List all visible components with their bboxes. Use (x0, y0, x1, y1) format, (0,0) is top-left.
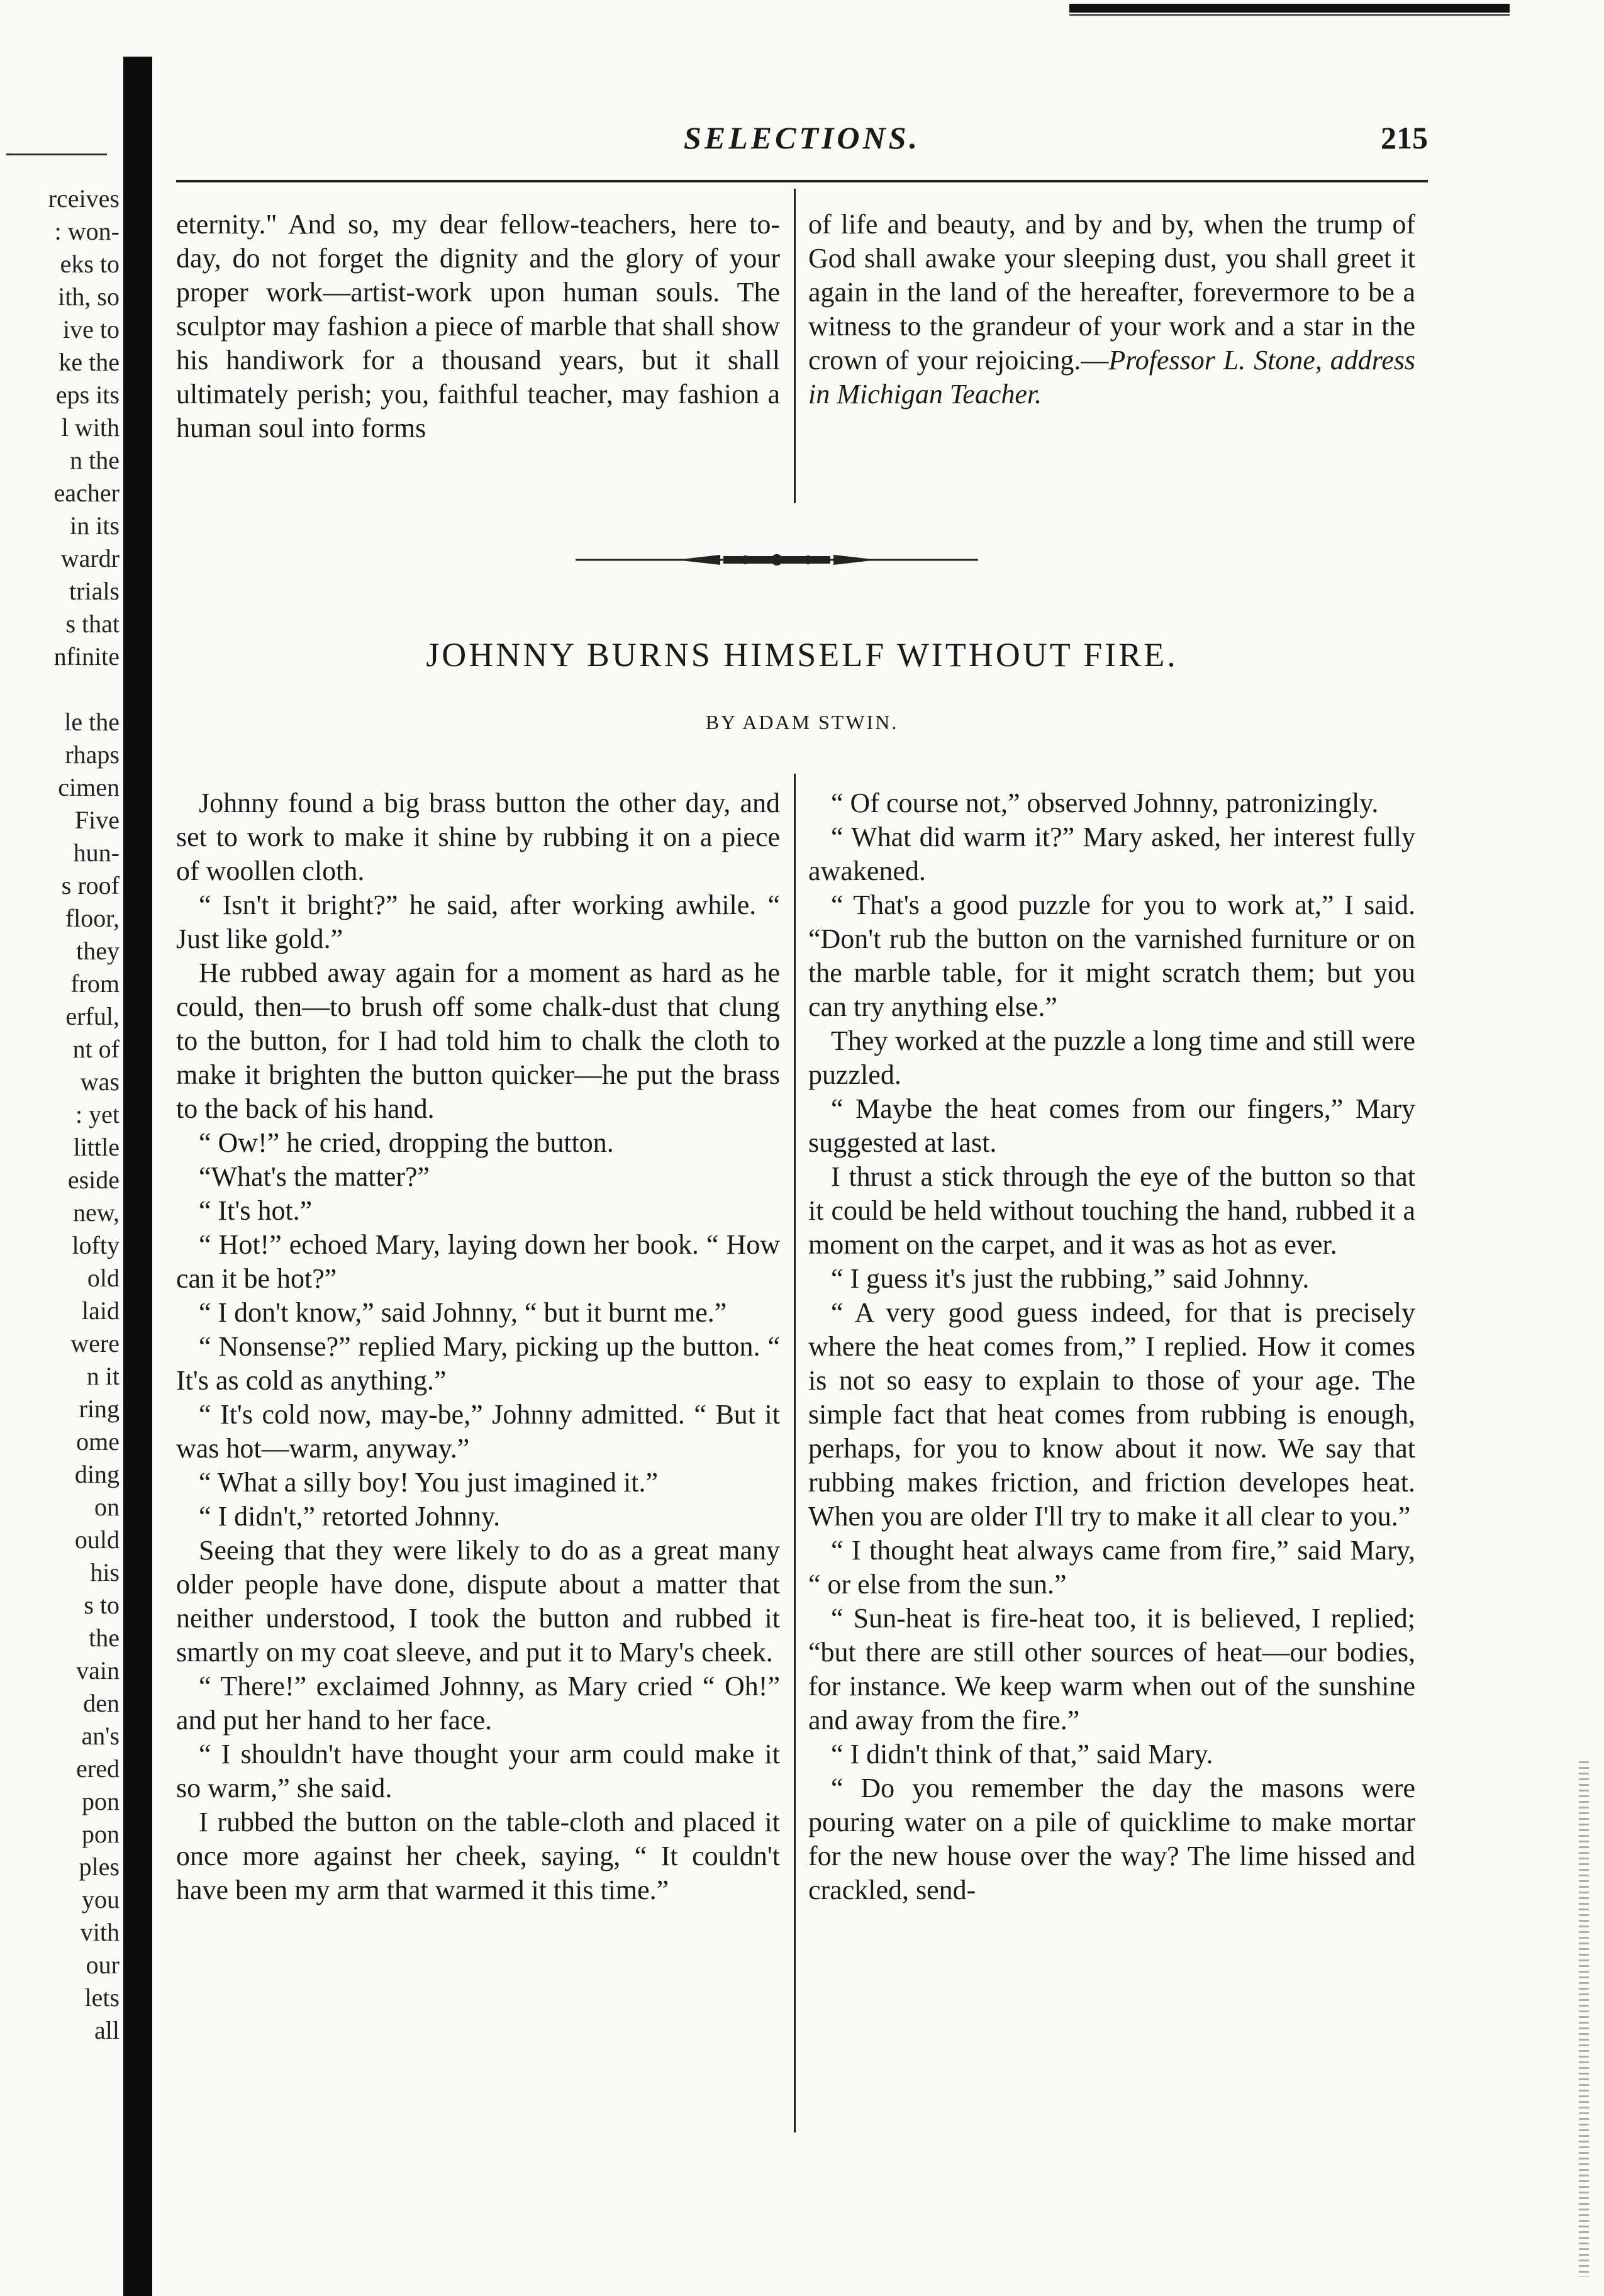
running-head: SELECTIONS. (684, 120, 920, 155)
margin-fragment: rceives (48, 184, 120, 213)
margin-fragment: eacher (53, 479, 120, 507)
top-right-column (808, 208, 1415, 411)
attribution: Professor L. Stone, address in Michigan Teacher. (808, 345, 1415, 410)
margin-fragment: ke the (58, 348, 120, 376)
article-paragraph: “ I guess it's just the rubbing,” said Johnny. (831, 1263, 1310, 1294)
header-rule (176, 180, 1428, 182)
margin-fragment: from (70, 969, 120, 998)
article-paragraph: “ There!” exclaimed Johnny, as Mary cried “ Oh!” and put her hand to her face. (176, 1671, 780, 1736)
article-paragraph: “ A very good guess indeed, for that is precisely where the heat comes from,” I replied. How it comes is not so easy to explain to those of your age. The simple fact that heat comes from rubbing is enough, perhaps, for you to know about it now. We say that rubbing makes friction, and friction developes heat. When you are older I'll try to make it all clear to you.” (808, 1297, 1415, 1532)
margin-fragment: ome (76, 1427, 120, 1456)
article-paragraph: “ That's a good puzzle for you to work at,” I said. “Don't rub the button on the varnished furniture or on the marble table, for it might scratch them; but you can try anything else.” (808, 889, 1415, 1022)
article-paragraph: “ Nonsense?” replied Mary, picking up the button. “ It's as cold as anything.” (176, 1331, 780, 1396)
article-paragraph: I thrust a stick through the eye of the button so that it could be held without touching the hand, rubbed it a moment on the carpet, and it was as hot as ever. (808, 1161, 1415, 1260)
article-title: JOHNNY BURNS HIMSELF WITHOUT FIRE. (426, 636, 1178, 674)
margin-fragment: s roof (61, 871, 120, 900)
margin-fragment: s that (65, 610, 120, 638)
margin-fragment: little (73, 1133, 120, 1161)
margin-fragment: lofty (72, 1231, 120, 1259)
article-paragraph: “ What did warm it?” Mary asked, her interest fully awakened. (808, 822, 1415, 886)
margin-fragment: trials (69, 577, 120, 605)
margin-fragment: ples (79, 1853, 120, 1881)
margin-fragment: they (76, 937, 120, 965)
adjacent-page-margin-text (0, 182, 120, 2047)
margin-fragment: ould (74, 1525, 120, 1554)
margin-fragment: was (80, 1067, 120, 1096)
margin-fragment: eside (67, 1166, 120, 1194)
margin-fragment: nfinite (53, 642, 120, 671)
margin-fragment: the (89, 1624, 120, 1652)
article-paragraph: “ Sun-heat is fire-heat too, it is believed, I replied; “but there are still other sources of heat—our bodies, for instance. We keep warm when out of the sunshine and away from the fire.” (808, 1603, 1415, 1736)
column-divider-article (794, 774, 796, 2132)
binding-gutter (123, 57, 152, 2296)
article-paragraph: “ Maybe the heat comes from our fingers,” Mary suggested at last. (808, 1093, 1415, 1158)
column-divider-top (794, 189, 796, 503)
margin-fragment: wardr (60, 544, 120, 572)
margin-fragment: nt of (72, 1035, 120, 1063)
margin-fragment: den (83, 1689, 120, 1717)
margin-fragment: le the (64, 708, 120, 736)
section-ornament (576, 547, 978, 572)
margin-fragment: ith, so (58, 282, 120, 311)
article-paragraph: “ Do you remember the day the masons were pouring water on a pile of quicklime to make mortar for the new house over the way? The lime hissed and crackled, send- (808, 1773, 1415, 1905)
margin-fragment: n it (86, 1362, 120, 1390)
margin-fragment: rhaps (65, 740, 120, 769)
article-paragraph: “ It's hot.” (199, 1195, 313, 1226)
margin-fragment: : won- (54, 217, 120, 245)
article-paragraph: “ I thought heat always came from fire,” said Mary, “ or else from the sun.” (808, 1535, 1415, 1600)
margin-fragment: new, (72, 1198, 120, 1227)
page-number: 215 (1381, 120, 1428, 155)
article-paragraph: “ Hot!” echoed Mary, laying down her book. “ How can it be hot?” (176, 1229, 780, 1294)
article-paragraph: “ What a silly boy! You just imagined it.” (199, 1467, 659, 1498)
margin-fragment: eps its (55, 381, 120, 409)
margin-fragment: were (70, 1329, 120, 1357)
margin-fragment: pon (82, 1787, 120, 1815)
top-left-column (176, 208, 780, 445)
article-byline: BY ADAM STWIN. (705, 711, 899, 733)
continuation-paragraph-end: of life and beauty, and by and by, when the trump of God shall awake your sleeping dust, you shall greet it again in the land of the hereafter, forevermore to be a witness to the grandeur of your work and a star in the crown of your rejoicing.—Professor L. Stone, address in Michigan Teacher. (808, 209, 1415, 410)
margin-fragment: floor, (65, 904, 120, 932)
margin-fragment: in its (70, 511, 120, 540)
margin-fragment: n the (70, 446, 120, 474)
top-edge-rule-thin (1069, 14, 1510, 16)
margin-fragment: all (94, 2016, 120, 2044)
margin-fragment: his (90, 1558, 120, 1586)
margin-fragment: vith (80, 1918, 120, 1946)
margin-fragment: erful, (65, 1002, 120, 1030)
article-paragraph: Seeing that they were likely to do as a great many older people have done, dispute about a matter that neither understood, I took the button and rubbed it smartly on my coat sleeve, and put it to Mary's cheek. (176, 1535, 780, 1668)
edge-speckle (1579, 1761, 1589, 2277)
margin-fragment: cimen (58, 773, 120, 801)
article-paragraph: “ I shouldn't have thought your arm could make it so warm,” she said. (176, 1739, 780, 1803)
margin-fragment: ered (76, 1754, 120, 1783)
margin-fragment: old (87, 1264, 120, 1292)
gutter-dash (6, 153, 107, 155)
article-paragraph: “ Ow!” he cried, dropping the button. (199, 1127, 614, 1158)
margin-fragment: hun- (73, 839, 120, 867)
article-paragraph: “ It's cold now, may-be,” Johnny admitted. “ But it was hot—warm, anyway.” (176, 1399, 780, 1464)
margin-fragment (0, 673, 120, 706)
margin-fragment: l with (61, 413, 120, 442)
article-paragraph: I rubbed the button on the table-cloth and placed it once more against her cheek, saying, “ It couldn't have been my arm that warmed it this time.” (176, 1807, 780, 1905)
top-edge-rule (1069, 4, 1510, 13)
margin-fragment: vain (76, 1656, 120, 1685)
margin-fragment: our (86, 1951, 120, 1979)
article-paragraph: Johnny found a big brass button the other day, and set to work to make it shine by rubbing it on a piece of woollen cloth. (176, 788, 780, 886)
margin-fragment: you (82, 1885, 120, 1914)
article-paragraph: “ Isn't it bright?” he said, after working awhile. “ Just like gold.” (176, 889, 780, 954)
article-paragraph: “ I don't know,” said Johnny, “ but it burnt me.” (199, 1297, 727, 1328)
margin-fragment: Five (74, 806, 120, 834)
margin-fragment: an's (81, 1722, 120, 1750)
article-paragraph: They worked at the puzzle a long time and still were puzzled. (808, 1025, 1415, 1090)
continuation-paragraph: eternity." And so, my dear fellow-teachers, here to-day, do not forget the dignity and the glory of your proper work—artist-work upon human souls. The sculptor may fashion a piece of marble that shall show his handiwork for a thousand years, but it shall ultimately perish; you, faithful teacher, may fashion a human soul into forms (176, 209, 780, 443)
margin-fragment: ive to (63, 315, 120, 343)
margin-fragment: : yet (75, 1100, 120, 1128)
page-header (176, 120, 1428, 170)
margin-fragment: on (94, 1493, 120, 1521)
margin-fragment: ding (74, 1460, 120, 1488)
margin-fragment: pon (82, 1820, 120, 1848)
article-paragraph: “ I didn't think of that,” said Mary. (831, 1739, 1213, 1769)
article-paragraph: “ Of course not,” observed Johnny, patronizingly. (831, 788, 1379, 818)
article-paragraph: “ I didn't,” retorted Johnny. (199, 1501, 501, 1532)
article-right-column (808, 786, 1415, 1907)
margin-fragment: ring (79, 1395, 120, 1423)
margin-fragment: lets (84, 1983, 120, 2012)
margin-fragment: laid (82, 1296, 120, 1325)
article-left-column (176, 786, 780, 1907)
margin-fragment: eks to (60, 250, 120, 278)
margin-fragment: s to (84, 1591, 120, 1619)
article-paragraph: “What's the matter?” (199, 1161, 430, 1192)
article-paragraph: He rubbed away again for a moment as hard as he could, then—to brush off some chalk-dust that clung to the button, for I had told him to chalk the cloth to make it brighten the button quicker—he put the brass to the back of his hand. (176, 957, 780, 1124)
